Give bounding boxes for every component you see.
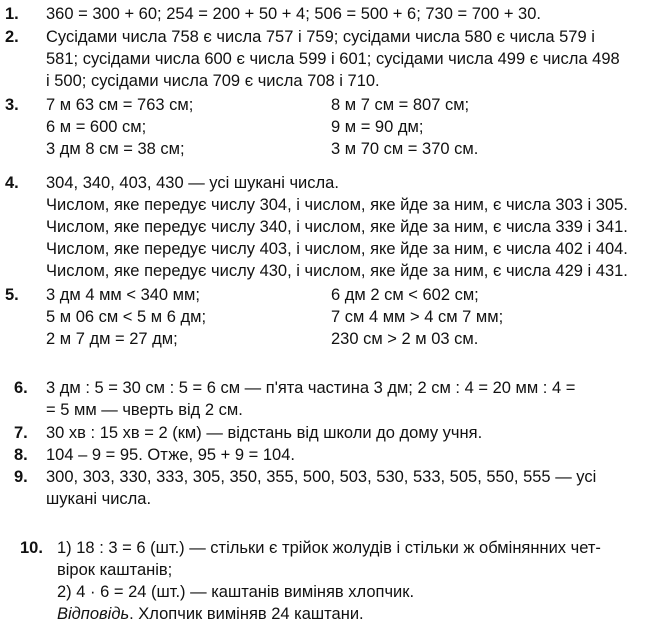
problem-3-left-1: 7 м 63 см = 763 см;: [46, 96, 194, 114]
problem-3-left-3: 3 дм 8 см = 38 см;: [46, 140, 185, 158]
problem-2-line-2: 581; сусідами числа 600 є числа 599 і 601; сусідами числа 499 є числа 498: [46, 50, 620, 68]
answer-label: Відповідь: [57, 605, 130, 623]
problem-6-line-1: 3 дм : 5 = 30 см : 5 = 6 см — п'ята частина 3 дм; 2 см : 4 = 20 мм : 4 =: [46, 379, 576, 397]
problem-2-line-1: Сусідами числа 758 є числа 757 і 759; сусідами числа 580 є числа 579 і: [46, 28, 595, 46]
problem-1-number: 1.: [5, 5, 19, 23]
problem-6-number: 6.: [14, 379, 28, 397]
problem-1-line-1: 360 = 300 + 60; 254 = 200 + 50 + 4; 506 = 500 + 6; 730 = 700 + 30.: [46, 5, 541, 23]
problem-9-line-1: 300, 303, 330, 333, 305, 350, 355, 500, 503, 530, 533, 505, 550, 555 — усі: [46, 468, 597, 486]
problem-5-right-3: 230 см > 2 м 03 см.: [331, 330, 479, 348]
problem-4-line-2: Числом, яке передує числу 304, і числом, яке йде за ним, є числа 303 і 305.: [46, 196, 628, 214]
problem-9-number: 9.: [14, 468, 28, 486]
problem-3-number: 3.: [5, 96, 19, 114]
problem-8-line-1: 104 – 9 = 95. Отже, 95 + 9 = 104.: [46, 446, 295, 464]
problem-4-number: 4.: [5, 174, 19, 192]
problem-5-number: 5.: [5, 286, 19, 304]
problem-2-line-3: і 500; сусідами числа 709 є числа 708 і 710.: [46, 72, 380, 90]
problem-6-line-2: = 5 мм — чверть від 2 см.: [46, 401, 243, 419]
problem-5-right-1: 6 дм 2 см < 602 см;: [331, 286, 479, 304]
problem-5-left-3: 2 м 7 дм = 27 дм;: [46, 330, 178, 348]
answer-text: . Хлопчик виміняв 24 каштани.: [129, 605, 364, 623]
problem-4-line-1: 304, 340, 403, 430 — усі шукані числа.: [46, 174, 339, 192]
problem-10-line-2: вірок каштанів;: [57, 561, 173, 579]
problem-8-number: 8.: [14, 446, 28, 464]
problem-4-line-5: Числом, яке передує числу 430, і числом, яке йде за ним, є числа 429 і 431.: [46, 262, 628, 280]
problem-9-line-2: шукані числа.: [46, 490, 152, 508]
problem-3-right-3: 3 м 70 см = 370 см.: [331, 140, 479, 158]
problem-10-answer: [57, 604, 364, 624]
problem-4-line-4: Числом, яке передує числу 403, і числом, яке йде за ним, є числа 402 і 404.: [46, 240, 628, 258]
problem-5-left-2: 5 м 06 см < 5 м 6 дм;: [46, 308, 207, 326]
problem-7-line-1: 30 хв : 15 хв = 2 (км) — відстань від школи до дому учня.: [46, 424, 483, 442]
problem-10-line-3: 2) 4 · 6 = 24 (шт.) — каштанів виміняв хлопчик.: [57, 583, 415, 601]
problem-5-right-2: 7 см 4 мм > 4 см 7 мм;: [331, 308, 504, 326]
problem-2-number: 2.: [5, 28, 19, 46]
problem-5-left-1: 3 дм 4 мм < 340 мм;: [46, 286, 200, 304]
problem-10-number: 10.: [20, 539, 43, 557]
problem-3-right-2: 9 м = 90 дм;: [331, 118, 424, 136]
problem-7-number: 7.: [14, 424, 28, 442]
problem-3-right-1: 8 м 7 см = 807 см;: [331, 96, 470, 114]
problem-10-line-1: 1) 18 : 3 = 6 (шт.) — стільки є трійок жолудів і стільки ж обмінянних чет-: [57, 539, 601, 557]
problem-4-line-3: Числом, яке передує числу 340, і числом, яке йде за ним, є числа 339 і 341.: [46, 218, 628, 236]
problem-3-left-2: 6 м = 600 см;: [46, 118, 147, 136]
